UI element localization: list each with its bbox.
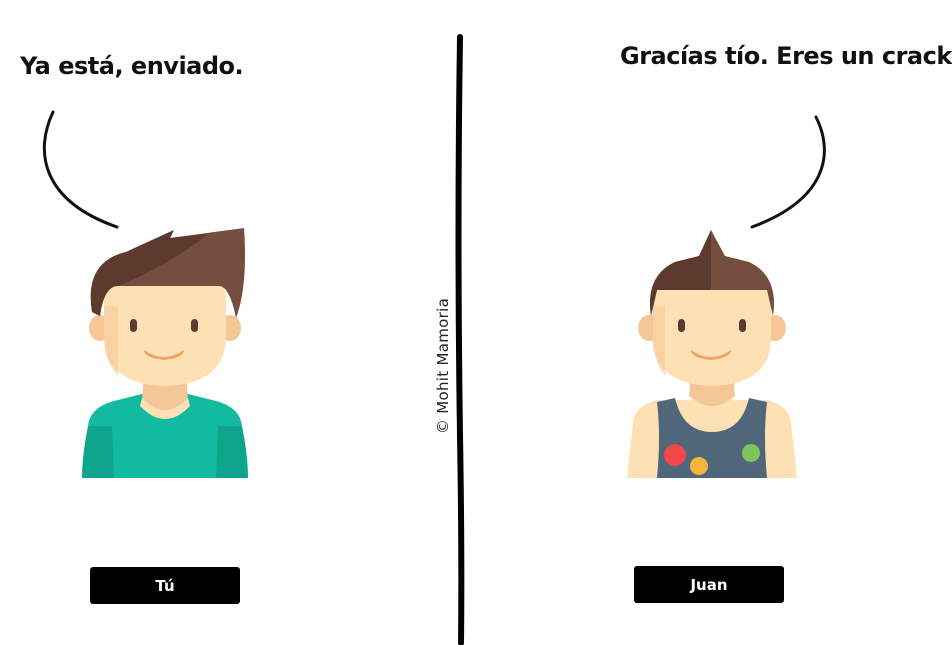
avatar-juan xyxy=(625,226,799,482)
speech-tail-right xyxy=(752,117,824,227)
copyright-watermark: © Mohit Mamoria xyxy=(434,297,452,435)
divider-line xyxy=(456,35,464,645)
speech-text-right: Gracías tío. Eres un crack xyxy=(620,42,952,70)
name-tag-juan: Juan xyxy=(634,566,784,603)
name-tag-tu: Tú xyxy=(90,567,240,604)
avatar-tu xyxy=(78,226,252,482)
speech-text-left: Ya está, enviado. xyxy=(20,52,244,80)
speech-tail-left xyxy=(44,112,117,227)
